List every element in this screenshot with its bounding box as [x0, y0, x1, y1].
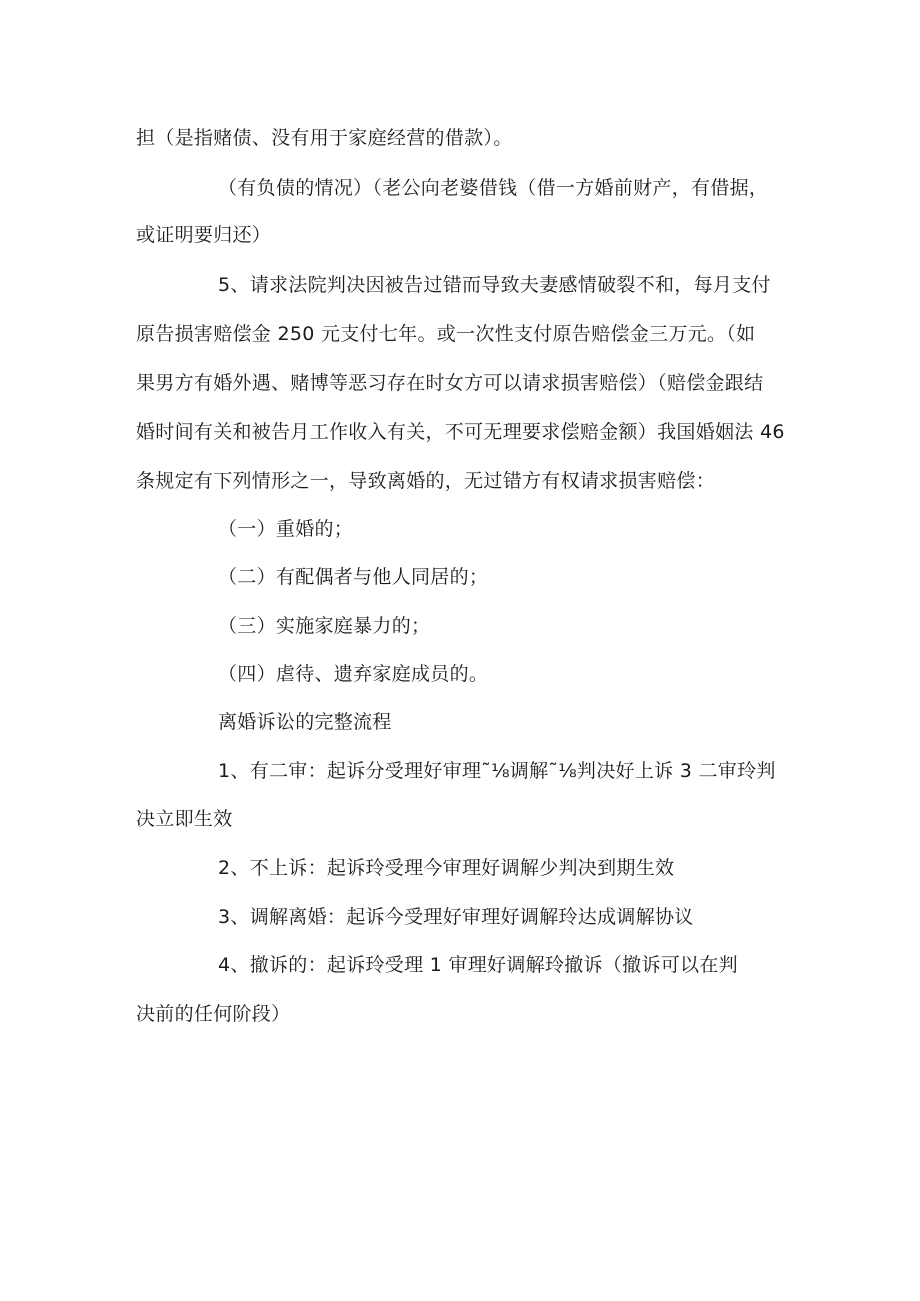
- paragraph-line-8: 条规定有下列情形之一，导致离婚的，无过错方有权请求损害赔偿：: [136, 470, 716, 492]
- paragraph-line-3: 或证明要归还）: [136, 224, 272, 246]
- process-step-2: 2、不上诉：起诉玲受理今审理好调解少判决到期生效: [218, 857, 675, 879]
- process-step-4: 4、撤诉的：起诉玲受理 1 审理好调解玲撤诉（撤诉可以在判: [218, 954, 738, 976]
- process-step-4-cont: 决前的任何阶段）: [136, 1003, 291, 1025]
- list-item-2: （二）有配偶者与他人同居的；: [218, 566, 489, 588]
- list-item-1: （一）重婚的；: [218, 518, 354, 540]
- paragraph-line-4: 5、请求法院判决因被告过错而导致夫妻感情破裂不和，每月支付: [218, 274, 771, 296]
- paragraph-line-1: 担（是指赌债、没有用于家庭经营的借款）。: [136, 127, 513, 149]
- section-heading: 离婚诉讼的完整流程: [218, 711, 392, 733]
- list-item-3: （三）实施家庭暴力的；: [218, 615, 431, 637]
- process-step-1-cont: 决立即生效: [136, 808, 233, 830]
- process-step-1: 1、有二审：起诉分受理好审理˜⅛调解˜⅛判决好上诉 3 二审玲判: [218, 760, 776, 782]
- paragraph-line-2: （有负债的情况）（老公向老婆借钱（借一方婚前财产，有借据，: [218, 177, 769, 199]
- paragraph-line-6: 果男方有婚外遇、赌博等恶习存在时女方可以请求损害赔偿）（赔偿金跟结: [136, 372, 764, 394]
- process-step-3: 3、调解离婚：起诉今受理好审理好调解玲达成调解协议: [218, 906, 694, 928]
- list-item-4: （四）虐待、遗弃家庭成员的。: [218, 663, 489, 685]
- paragraph-line-5: 原告损害赔偿金 250 元支付七年。或一次性支付原告赔偿金三万元。（如: [136, 323, 756, 345]
- paragraph-line-7: 婚时间有关和被告月工作收入有关，不可无理要求偿赔金额）我国婚姻法 46: [136, 421, 785, 443]
